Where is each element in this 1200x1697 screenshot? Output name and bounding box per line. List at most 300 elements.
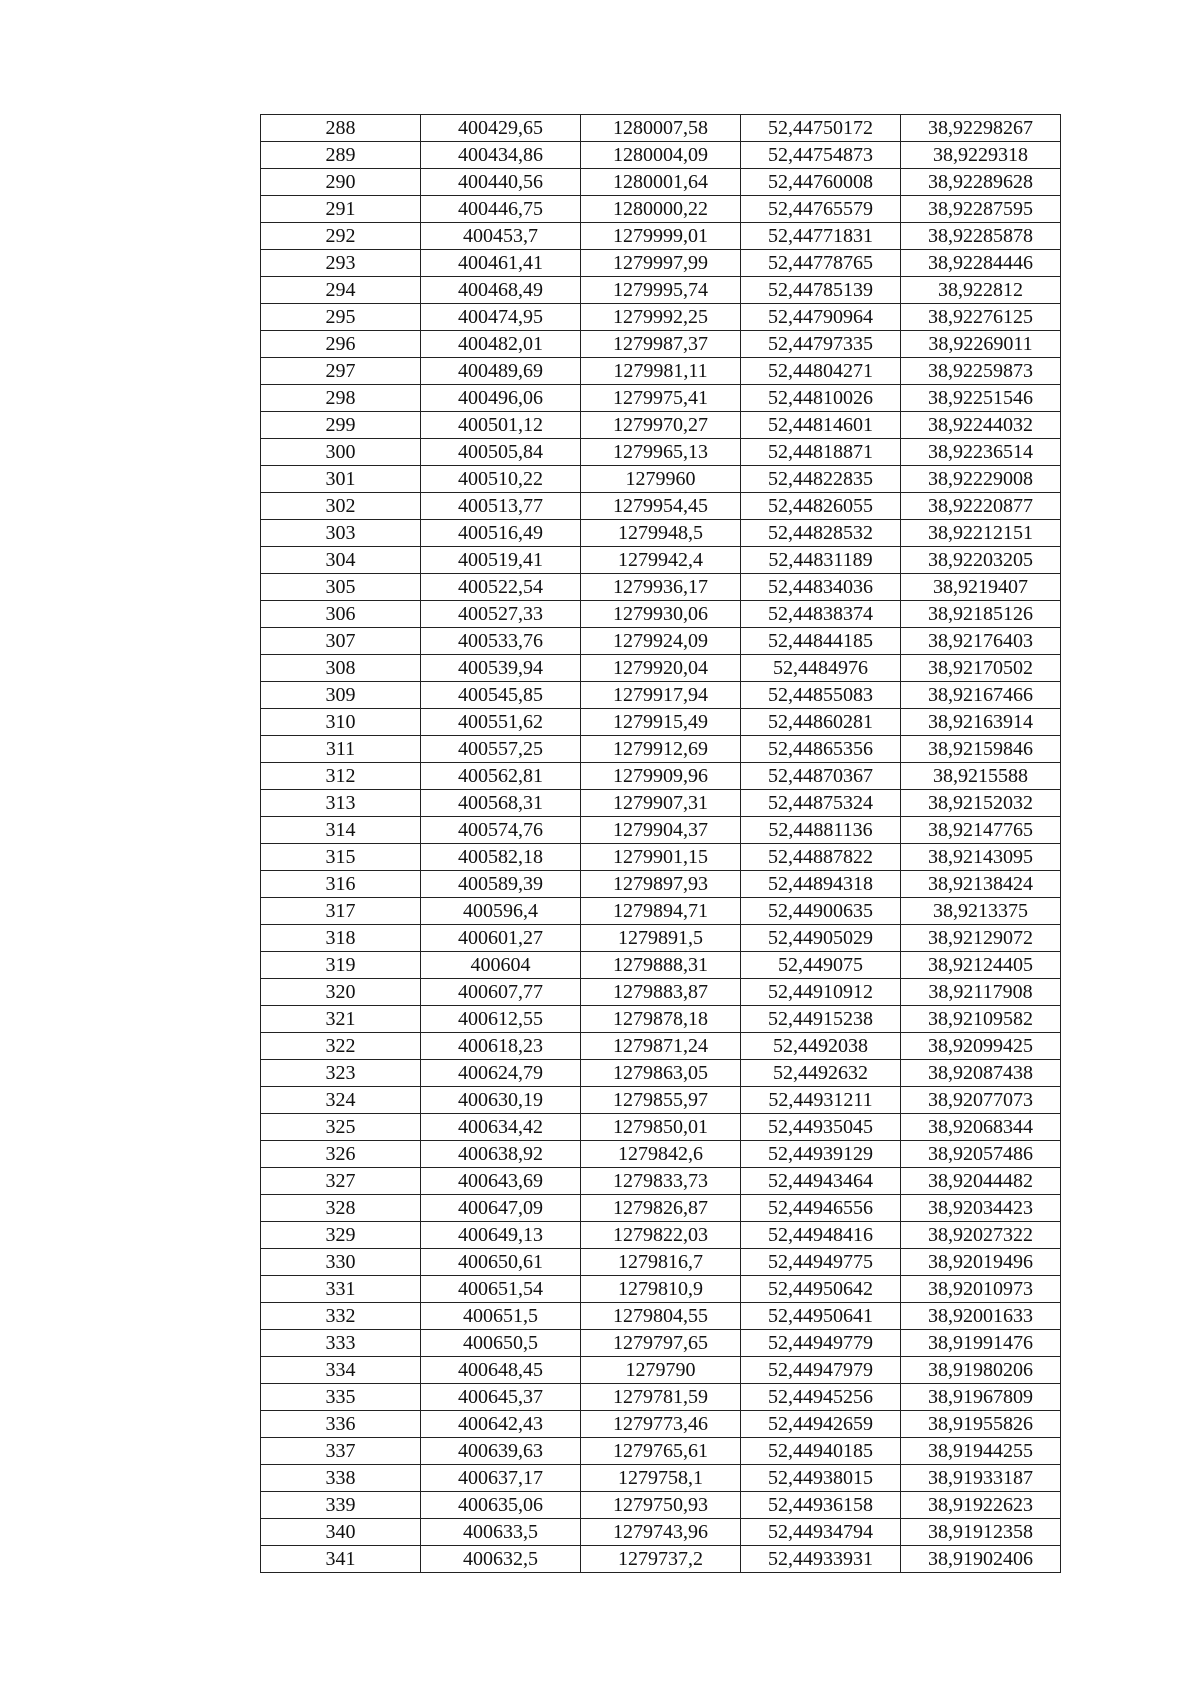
x-coordinate-cell: 400618,23 [421, 1033, 581, 1060]
table-row [261, 601, 1061, 628]
table-row [261, 871, 1061, 898]
latitude-cell: 52,44942659 [741, 1411, 901, 1438]
latitude-cell: 52,44750172 [741, 115, 901, 142]
table-row [261, 169, 1061, 196]
longitude-cell: 38,92143095 [901, 844, 1061, 871]
longitude-cell: 38,92236514 [901, 439, 1061, 466]
table-row [261, 709, 1061, 736]
x-coordinate-cell: 400527,33 [421, 601, 581, 628]
latitude-cell: 52,44826055 [741, 493, 901, 520]
x-coordinate-cell: 400510,22 [421, 466, 581, 493]
y-coordinate-cell: 1279904,37 [581, 817, 741, 844]
longitude-cell: 38,92163914 [901, 709, 1061, 736]
longitude-cell: 38,92251546 [901, 385, 1061, 412]
point-number-cell: 329 [261, 1222, 421, 1249]
latitude-cell: 52,4492632 [741, 1060, 901, 1087]
latitude-cell: 52,44946556 [741, 1195, 901, 1222]
x-coordinate-cell: 400639,63 [421, 1438, 581, 1465]
longitude-cell: 38,92027322 [901, 1222, 1061, 1249]
latitude-cell: 52,44785139 [741, 277, 901, 304]
latitude-cell: 52,44905029 [741, 925, 901, 952]
latitude-cell: 52,44818871 [741, 439, 901, 466]
x-coordinate-cell: 400434,86 [421, 142, 581, 169]
x-coordinate-cell: 400505,84 [421, 439, 581, 466]
point-number-cell: 300 [261, 439, 421, 466]
table-row [261, 1384, 1061, 1411]
latitude-cell: 52,449075 [741, 952, 901, 979]
y-coordinate-cell: 1279833,73 [581, 1168, 741, 1195]
point-number-cell: 309 [261, 682, 421, 709]
x-coordinate-cell: 400624,79 [421, 1060, 581, 1087]
y-coordinate-cell: 1279790 [581, 1357, 741, 1384]
y-coordinate-cell: 1279920,04 [581, 655, 741, 682]
x-coordinate-cell: 400453,7 [421, 223, 581, 250]
latitude-cell: 52,44855083 [741, 682, 901, 709]
latitude-cell: 52,44950642 [741, 1276, 901, 1303]
longitude-cell: 38,9215588 [901, 763, 1061, 790]
latitude-cell: 52,44797335 [741, 331, 901, 358]
longitude-cell: 38,92077073 [901, 1087, 1061, 1114]
x-coordinate-cell: 400651,54 [421, 1276, 581, 1303]
x-coordinate-cell: 400582,18 [421, 844, 581, 871]
table-row [261, 385, 1061, 412]
y-coordinate-cell: 1279997,99 [581, 250, 741, 277]
longitude-cell: 38,92124405 [901, 952, 1061, 979]
point-number-cell: 298 [261, 385, 421, 412]
table-row [261, 331, 1061, 358]
longitude-cell: 38,92087438 [901, 1060, 1061, 1087]
latitude-cell: 52,44949779 [741, 1330, 901, 1357]
point-number-cell: 316 [261, 871, 421, 898]
x-coordinate-cell: 400635,06 [421, 1492, 581, 1519]
x-coordinate-cell: 400474,95 [421, 304, 581, 331]
table-row [261, 1357, 1061, 1384]
table-row [261, 628, 1061, 655]
y-coordinate-cell: 1279816,7 [581, 1249, 741, 1276]
y-coordinate-cell: 1280000,22 [581, 196, 741, 223]
table-row [261, 898, 1061, 925]
longitude-cell: 38,91991476 [901, 1330, 1061, 1357]
longitude-cell: 38,91944255 [901, 1438, 1061, 1465]
x-coordinate-cell: 400651,5 [421, 1303, 581, 1330]
x-coordinate-cell: 400649,13 [421, 1222, 581, 1249]
point-number-cell: 307 [261, 628, 421, 655]
table-row [261, 142, 1061, 169]
x-coordinate-cell: 400632,5 [421, 1546, 581, 1573]
latitude-cell: 52,44910912 [741, 979, 901, 1006]
y-coordinate-cell: 1279975,41 [581, 385, 741, 412]
table-row [261, 682, 1061, 709]
x-coordinate-cell: 400461,41 [421, 250, 581, 277]
x-coordinate-cell: 400574,76 [421, 817, 581, 844]
latitude-cell: 52,44934794 [741, 1519, 901, 1546]
y-coordinate-cell: 1279758,1 [581, 1465, 741, 1492]
y-coordinate-cell: 1279924,09 [581, 628, 741, 655]
y-coordinate-cell: 1279781,59 [581, 1384, 741, 1411]
point-number-cell: 325 [261, 1114, 421, 1141]
latitude-cell: 52,44894318 [741, 871, 901, 898]
longitude-cell: 38,92010973 [901, 1276, 1061, 1303]
y-coordinate-cell: 1279992,25 [581, 304, 741, 331]
table-row [261, 1546, 1061, 1573]
x-coordinate-cell: 400468,49 [421, 277, 581, 304]
table-row [261, 250, 1061, 277]
point-number-cell: 340 [261, 1519, 421, 1546]
coordinates-table [260, 114, 1061, 1573]
longitude-cell: 38,92129072 [901, 925, 1061, 952]
y-coordinate-cell: 1279855,97 [581, 1087, 741, 1114]
latitude-cell: 52,44822835 [741, 466, 901, 493]
longitude-cell: 38,92167466 [901, 682, 1061, 709]
latitude-cell: 52,44943464 [741, 1168, 901, 1195]
point-number-cell: 314 [261, 817, 421, 844]
table-row [261, 1465, 1061, 1492]
x-coordinate-cell: 400638,92 [421, 1141, 581, 1168]
latitude-cell: 52,44931211 [741, 1087, 901, 1114]
table-row [261, 1114, 1061, 1141]
y-coordinate-cell: 1279737,2 [581, 1546, 741, 1573]
longitude-cell: 38,92099425 [901, 1033, 1061, 1060]
point-number-cell: 305 [261, 574, 421, 601]
table-row [261, 520, 1061, 547]
longitude-cell: 38,92284446 [901, 250, 1061, 277]
y-coordinate-cell: 1279888,31 [581, 952, 741, 979]
point-number-cell: 311 [261, 736, 421, 763]
x-coordinate-cell: 400630,19 [421, 1087, 581, 1114]
point-number-cell: 324 [261, 1087, 421, 1114]
table-row [261, 1249, 1061, 1276]
longitude-cell: 38,9219407 [901, 574, 1061, 601]
point-number-cell: 310 [261, 709, 421, 736]
y-coordinate-cell: 1279750,93 [581, 1492, 741, 1519]
longitude-cell: 38,91902406 [901, 1546, 1061, 1573]
table-row [261, 1195, 1061, 1222]
x-coordinate-cell: 400551,62 [421, 709, 581, 736]
table-row [261, 223, 1061, 250]
y-coordinate-cell: 1279954,45 [581, 493, 741, 520]
point-number-cell: 288 [261, 115, 421, 142]
point-number-cell: 319 [261, 952, 421, 979]
latitude-cell: 52,44870367 [741, 763, 901, 790]
point-number-cell: 318 [261, 925, 421, 952]
x-coordinate-cell: 400482,01 [421, 331, 581, 358]
x-coordinate-cell: 400604 [421, 952, 581, 979]
y-coordinate-cell: 1279995,74 [581, 277, 741, 304]
longitude-cell: 38,922812 [901, 277, 1061, 304]
x-coordinate-cell: 400545,85 [421, 682, 581, 709]
latitude-cell: 52,44865356 [741, 736, 901, 763]
longitude-cell: 38,92276125 [901, 304, 1061, 331]
longitude-cell: 38,91922623 [901, 1492, 1061, 1519]
table-row [261, 925, 1061, 952]
longitude-cell: 38,92259873 [901, 358, 1061, 385]
longitude-cell: 38,91912358 [901, 1519, 1061, 1546]
longitude-cell: 38,92019496 [901, 1249, 1061, 1276]
point-number-cell: 339 [261, 1492, 421, 1519]
longitude-cell: 38,92212151 [901, 520, 1061, 547]
latitude-cell: 52,44771831 [741, 223, 901, 250]
latitude-cell: 52,44828532 [741, 520, 901, 547]
point-number-cell: 297 [261, 358, 421, 385]
table-row [261, 1060, 1061, 1087]
x-coordinate-cell: 400519,41 [421, 547, 581, 574]
latitude-cell: 52,4492038 [741, 1033, 901, 1060]
table-row [261, 466, 1061, 493]
x-coordinate-cell: 400568,31 [421, 790, 581, 817]
y-coordinate-cell: 1279773,46 [581, 1411, 741, 1438]
y-coordinate-cell: 1279797,65 [581, 1330, 741, 1357]
point-number-cell: 323 [261, 1060, 421, 1087]
longitude-cell: 38,92203205 [901, 547, 1061, 574]
longitude-cell: 38,92185126 [901, 601, 1061, 628]
x-coordinate-cell: 400601,27 [421, 925, 581, 952]
table-row [261, 1141, 1061, 1168]
longitude-cell: 38,92044482 [901, 1168, 1061, 1195]
table-row [261, 439, 1061, 466]
longitude-cell: 38,92229008 [901, 466, 1061, 493]
x-coordinate-cell: 400648,45 [421, 1357, 581, 1384]
point-number-cell: 338 [261, 1465, 421, 1492]
point-number-cell: 304 [261, 547, 421, 574]
longitude-cell: 38,9229318 [901, 142, 1061, 169]
y-coordinate-cell: 1279863,05 [581, 1060, 741, 1087]
latitude-cell: 52,44875324 [741, 790, 901, 817]
y-coordinate-cell: 1279878,18 [581, 1006, 741, 1033]
x-coordinate-cell: 400513,77 [421, 493, 581, 520]
point-number-cell: 331 [261, 1276, 421, 1303]
longitude-cell: 38,92289628 [901, 169, 1061, 196]
latitude-cell: 52,44935045 [741, 1114, 901, 1141]
latitude-cell: 52,4484976 [741, 655, 901, 682]
point-number-cell: 335 [261, 1384, 421, 1411]
table-row [261, 1276, 1061, 1303]
point-number-cell: 291 [261, 196, 421, 223]
x-coordinate-cell: 400643,69 [421, 1168, 581, 1195]
table-row [261, 1519, 1061, 1546]
y-coordinate-cell: 1279987,37 [581, 331, 741, 358]
table-row [261, 1006, 1061, 1033]
latitude-cell: 52,44778765 [741, 250, 901, 277]
latitude-cell: 52,44860281 [741, 709, 901, 736]
longitude-cell: 38,92068344 [901, 1114, 1061, 1141]
latitude-cell: 52,44838374 [741, 601, 901, 628]
table-row [261, 574, 1061, 601]
table-row [261, 655, 1061, 682]
y-coordinate-cell: 1279999,01 [581, 223, 741, 250]
x-coordinate-cell: 400557,25 [421, 736, 581, 763]
y-coordinate-cell: 1279804,55 [581, 1303, 741, 1330]
y-coordinate-cell: 1279970,27 [581, 412, 741, 439]
point-number-cell: 306 [261, 601, 421, 628]
point-number-cell: 341 [261, 1546, 421, 1573]
table-row [261, 1330, 1061, 1357]
point-number-cell: 289 [261, 142, 421, 169]
y-coordinate-cell: 1280004,09 [581, 142, 741, 169]
latitude-cell: 52,44814601 [741, 412, 901, 439]
y-coordinate-cell: 1279810,9 [581, 1276, 741, 1303]
point-number-cell: 320 [261, 979, 421, 1006]
y-coordinate-cell: 1279915,49 [581, 709, 741, 736]
point-number-cell: 337 [261, 1438, 421, 1465]
latitude-cell: 52,44900635 [741, 898, 901, 925]
latitude-cell: 52,44804271 [741, 358, 901, 385]
table-row [261, 1033, 1061, 1060]
point-number-cell: 322 [261, 1033, 421, 1060]
longitude-cell: 38,92285878 [901, 223, 1061, 250]
point-number-cell: 295 [261, 304, 421, 331]
x-coordinate-cell: 400562,81 [421, 763, 581, 790]
latitude-cell: 52,44938015 [741, 1465, 901, 1492]
latitude-cell: 52,44933931 [741, 1546, 901, 1573]
y-coordinate-cell: 1279912,69 [581, 736, 741, 763]
x-coordinate-cell: 400589,39 [421, 871, 581, 898]
table-row [261, 493, 1061, 520]
point-number-cell: 317 [261, 898, 421, 925]
latitude-cell: 52,44760008 [741, 169, 901, 196]
table-row [261, 790, 1061, 817]
longitude-cell: 38,9213375 [901, 898, 1061, 925]
x-coordinate-cell: 400446,75 [421, 196, 581, 223]
longitude-cell: 38,92220877 [901, 493, 1061, 520]
table-row [261, 844, 1061, 871]
x-coordinate-cell: 400489,69 [421, 358, 581, 385]
x-coordinate-cell: 400612,55 [421, 1006, 581, 1033]
point-number-cell: 302 [261, 493, 421, 520]
longitude-cell: 38,92152032 [901, 790, 1061, 817]
point-number-cell: 328 [261, 1195, 421, 1222]
table-row [261, 1411, 1061, 1438]
table-row [261, 1492, 1061, 1519]
latitude-cell: 52,44936158 [741, 1492, 901, 1519]
longitude-cell: 38,92159846 [901, 736, 1061, 763]
latitude-cell: 52,44940185 [741, 1438, 901, 1465]
point-number-cell: 294 [261, 277, 421, 304]
y-coordinate-cell: 1279965,13 [581, 439, 741, 466]
table-row [261, 277, 1061, 304]
x-coordinate-cell: 400522,54 [421, 574, 581, 601]
y-coordinate-cell: 1279826,87 [581, 1195, 741, 1222]
y-coordinate-cell: 1279981,11 [581, 358, 741, 385]
y-coordinate-cell: 1279891,5 [581, 925, 741, 952]
y-coordinate-cell: 1279765,61 [581, 1438, 741, 1465]
point-number-cell: 330 [261, 1249, 421, 1276]
point-number-cell: 333 [261, 1330, 421, 1357]
latitude-cell: 52,44947979 [741, 1357, 901, 1384]
y-coordinate-cell: 1279743,96 [581, 1519, 741, 1546]
table-row [261, 979, 1061, 1006]
x-coordinate-cell: 400647,09 [421, 1195, 581, 1222]
y-coordinate-cell: 1279897,93 [581, 871, 741, 898]
latitude-cell: 52,44790964 [741, 304, 901, 331]
longitude-cell: 38,91980206 [901, 1357, 1061, 1384]
y-coordinate-cell: 1279909,96 [581, 763, 741, 790]
point-number-cell: 315 [261, 844, 421, 871]
x-coordinate-cell: 400650,61 [421, 1249, 581, 1276]
point-number-cell: 321 [261, 1006, 421, 1033]
table-row [261, 1168, 1061, 1195]
y-coordinate-cell: 1279960 [581, 466, 741, 493]
latitude-cell: 52,44834036 [741, 574, 901, 601]
y-coordinate-cell: 1280001,64 [581, 169, 741, 196]
longitude-cell: 38,92269011 [901, 331, 1061, 358]
y-coordinate-cell: 1279842,6 [581, 1141, 741, 1168]
longitude-cell: 38,91967809 [901, 1384, 1061, 1411]
x-coordinate-cell: 400539,94 [421, 655, 581, 682]
longitude-cell: 38,92244032 [901, 412, 1061, 439]
point-number-cell: 327 [261, 1168, 421, 1195]
longitude-cell: 38,91955826 [901, 1411, 1061, 1438]
table-row [261, 1303, 1061, 1330]
x-coordinate-cell: 400637,17 [421, 1465, 581, 1492]
point-number-cell: 292 [261, 223, 421, 250]
table-row [261, 952, 1061, 979]
x-coordinate-cell: 400516,49 [421, 520, 581, 547]
y-coordinate-cell: 1279894,71 [581, 898, 741, 925]
latitude-cell: 52,44948416 [741, 1222, 901, 1249]
table-row [261, 115, 1061, 142]
y-coordinate-cell: 1279822,03 [581, 1222, 741, 1249]
table-row [261, 736, 1061, 763]
y-coordinate-cell: 1279883,87 [581, 979, 741, 1006]
longitude-cell: 38,92109582 [901, 1006, 1061, 1033]
table-row [261, 547, 1061, 574]
y-coordinate-cell: 1279942,4 [581, 547, 741, 574]
point-number-cell: 308 [261, 655, 421, 682]
table-row [261, 1222, 1061, 1249]
x-coordinate-cell: 400634,42 [421, 1114, 581, 1141]
y-coordinate-cell: 1279871,24 [581, 1033, 741, 1060]
longitude-cell: 38,92057486 [901, 1141, 1061, 1168]
x-coordinate-cell: 400645,37 [421, 1384, 581, 1411]
y-coordinate-cell: 1279850,01 [581, 1114, 741, 1141]
point-number-cell: 334 [261, 1357, 421, 1384]
latitude-cell: 52,44881136 [741, 817, 901, 844]
y-coordinate-cell: 1279948,5 [581, 520, 741, 547]
x-coordinate-cell: 400501,12 [421, 412, 581, 439]
table-row [261, 196, 1061, 223]
y-coordinate-cell: 1279930,06 [581, 601, 741, 628]
coordinates-table-body [261, 115, 1061, 1573]
x-coordinate-cell: 400496,06 [421, 385, 581, 412]
latitude-cell: 52,44844185 [741, 628, 901, 655]
table-row [261, 1438, 1061, 1465]
y-coordinate-cell: 1279936,17 [581, 574, 741, 601]
point-number-cell: 336 [261, 1411, 421, 1438]
point-number-cell: 326 [261, 1141, 421, 1168]
point-number-cell: 296 [261, 331, 421, 358]
table-row [261, 1087, 1061, 1114]
table-row [261, 412, 1061, 439]
point-number-cell: 301 [261, 466, 421, 493]
point-number-cell: 332 [261, 1303, 421, 1330]
table-row [261, 817, 1061, 844]
longitude-cell: 38,92034423 [901, 1195, 1061, 1222]
longitude-cell: 38,92287595 [901, 196, 1061, 223]
latitude-cell: 52,44765579 [741, 196, 901, 223]
latitude-cell: 52,44939129 [741, 1141, 901, 1168]
longitude-cell: 38,92176403 [901, 628, 1061, 655]
point-number-cell: 303 [261, 520, 421, 547]
longitude-cell: 38,92147765 [901, 817, 1061, 844]
point-number-cell: 312 [261, 763, 421, 790]
latitude-cell: 52,44915238 [741, 1006, 901, 1033]
latitude-cell: 52,44831189 [741, 547, 901, 574]
longitude-cell: 38,92170502 [901, 655, 1061, 682]
longitude-cell: 38,92298267 [901, 115, 1061, 142]
longitude-cell: 38,92117908 [901, 979, 1061, 1006]
latitude-cell: 52,44810026 [741, 385, 901, 412]
latitude-cell: 52,44754873 [741, 142, 901, 169]
